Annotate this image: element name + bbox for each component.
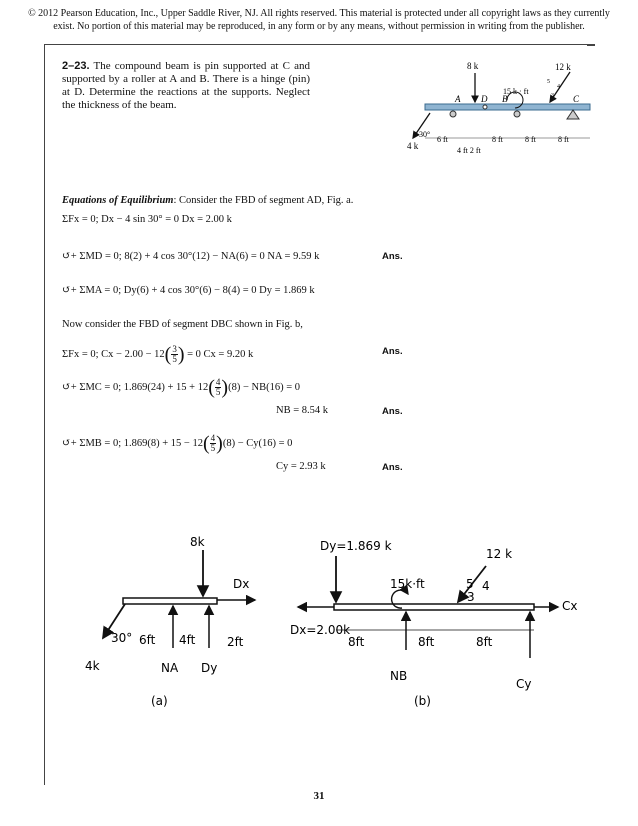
beam-figure xyxy=(395,58,600,163)
fbd-a-6ft: 6ft xyxy=(139,633,156,647)
label-D: D xyxy=(481,94,488,104)
equation-5-left: ↺+ ΣMC = 0; 1.869(24) + 15 + 12 xyxy=(62,381,209,393)
frac-4-a: 4 xyxy=(215,377,221,387)
equation-6-left: ↺+ ΣMB = 0; 1.869(8) + 15 − 12 xyxy=(62,437,203,449)
problem-statement xyxy=(62,60,310,112)
fbd-b-caption: (b) xyxy=(414,694,431,708)
hinge-D xyxy=(483,105,487,109)
dim-6ft: 6 ft xyxy=(437,135,448,144)
support-B-roller xyxy=(514,111,520,117)
fbd-b-beam xyxy=(334,604,534,610)
equation-2: ↺+ ΣMD = 0; 8(2) + 4 cos 30°(12) − NA(6) = 0 NA = 9.59 k xyxy=(62,251,320,262)
dim-8ft-2: 8 ft xyxy=(525,135,536,144)
frac-5-a: 5 xyxy=(172,354,177,364)
dim-8ft-3: 8 ft xyxy=(558,135,569,144)
fbd-b-5: 5 xyxy=(466,577,474,591)
label-A: A xyxy=(455,94,461,104)
heading-bold: Equations of Equilibrium xyxy=(62,195,174,206)
problem-text: The compound beam is pin supported at C and supported by a roller at A and B. There is a hinge (pin) at D. Determine the reactions at the supports. Neglect the thickness of the beam. xyxy=(62,60,310,111)
label-B: B xyxy=(502,94,508,104)
equation-5-right: (8) − NB(16) = 0 xyxy=(228,381,300,393)
fbd-b-3: 3 xyxy=(467,590,475,604)
support-C-pin xyxy=(567,110,579,119)
copyright-notice: © 2012 Pearson Education, Inc., Upper Saddle River, NJ. All rights reserved. This material is protected under all copyright laws as they currently exist. No portion of this material may be reproduced, in any form or by any means, without permission in writing from the publisher. xyxy=(28,8,610,32)
frac-5-c: 5 xyxy=(210,443,216,453)
label-C: C xyxy=(573,94,580,104)
fbd-b-8ft-2: 8ft xyxy=(418,635,435,649)
equation-1: ΣFx = 0; Dx − 4 sin 30° = 0 Dx = 2.00 k xyxy=(62,214,232,225)
equation-4-ans: Ans. xyxy=(382,346,403,357)
equation-5-ans: Ans. xyxy=(382,406,403,417)
fbd-a-2ft: 2ft xyxy=(227,635,244,649)
fbd-a-NA: NA xyxy=(161,661,179,675)
equation-6-right: (8) − Cy(16) = 0 xyxy=(222,437,293,449)
equation-4: ΣFx = 0; Cx − 2.00 − 12( $\frac{3}{5}$ ) = 0 Cx = 9.20 k xyxy=(62,343,254,366)
frac-5-b: 5 xyxy=(215,387,221,397)
fbd-a-caption: (a) xyxy=(151,694,168,708)
fbd-b-12k: 12 k xyxy=(486,547,513,561)
frac-3: 3 xyxy=(172,344,177,354)
fbd-a-4k: 4k xyxy=(85,659,100,673)
fbd-b-Cy: Cy xyxy=(516,677,532,691)
fbd-b-8ft-1: 8ft xyxy=(348,635,365,649)
equation-5-result: NB = 8.54 k xyxy=(276,405,329,416)
fbd-b-Dx: Dx=2.00k xyxy=(290,623,351,637)
dim-4ft-2ft: 4 ft 2 ft xyxy=(457,146,481,155)
equation-6-result: Cy = 2.93 k xyxy=(276,461,326,472)
equation-3: ↺+ ΣMA = 0; Dy(6) + 4 cos 30°(6) − 8(4) = 0 Dy = 1.869 k xyxy=(62,285,315,296)
fbd-b xyxy=(290,530,590,715)
fbd-b-NB: NB xyxy=(390,669,408,683)
fbd-a xyxy=(85,530,285,715)
fbd-a-30: 30° xyxy=(111,631,133,645)
load-4k-label: 4 k xyxy=(407,141,419,151)
fbd-a-8k: 8k xyxy=(190,535,205,549)
support-A-roller xyxy=(450,111,456,117)
angle-label: 30° xyxy=(419,130,431,139)
fbd-a-beam xyxy=(123,598,217,604)
equation-6: ↺+ ΣMB = 0; 1.869(8) + 15 − 12( $\frac{4}{5}$ )(8) − Cy(16) = 0 xyxy=(62,432,293,455)
equation-4-right: = 0 Cx = 9.20 k xyxy=(187,348,254,360)
equation-2-ans: Ans. xyxy=(382,251,403,262)
frac-4-b: 4 xyxy=(210,433,216,443)
fbd-b-4: 4 xyxy=(482,579,490,593)
load-8k-label: 8 k xyxy=(467,61,479,71)
solution-heading-2: Now consider the FBD of segment DBC shown in Fig. b, xyxy=(62,319,303,330)
heading-rest: : Consider the FBD of segment AD, Fig. a. xyxy=(173,195,354,206)
slope-4: 4 xyxy=(557,84,560,90)
dim-8ft-1: 8 ft xyxy=(492,135,503,144)
page-number: 31 xyxy=(313,790,325,802)
equation-5: ↺+ ΣMC = 0; 1.869(24) + 15 + 12( $\frac{4}{5}$ )(8) − NB(16) = 0 xyxy=(62,376,300,399)
fbd-b-8ft-3: 8ft xyxy=(476,635,493,649)
equation-4-left: ΣFx = 0; Cx − 2.00 − 12 xyxy=(62,348,165,360)
fbd-b-moment-arrow xyxy=(392,590,408,608)
solution-heading xyxy=(62,195,353,206)
beam-body xyxy=(425,104,590,110)
moment-label: 15 k · ft xyxy=(503,87,529,96)
fbd-b-15kft: 15k·ft xyxy=(390,577,425,591)
fbd-a-4ft: 4ft xyxy=(179,633,196,647)
load-12k-label: 12 k xyxy=(555,62,571,72)
fbd-a-Dx: Dx xyxy=(233,577,250,591)
problem-number: 2–23. xyxy=(62,60,90,72)
fbd-b-Cx: Cx xyxy=(562,599,578,613)
slope-3: 3 xyxy=(551,93,554,99)
fbd-a-Dy: Dy xyxy=(201,661,218,675)
equation-6-ans: Ans. xyxy=(382,462,403,473)
slope-5: 5 xyxy=(547,79,550,85)
fbd-b-Dy: Dy=1.869 k xyxy=(320,539,392,553)
